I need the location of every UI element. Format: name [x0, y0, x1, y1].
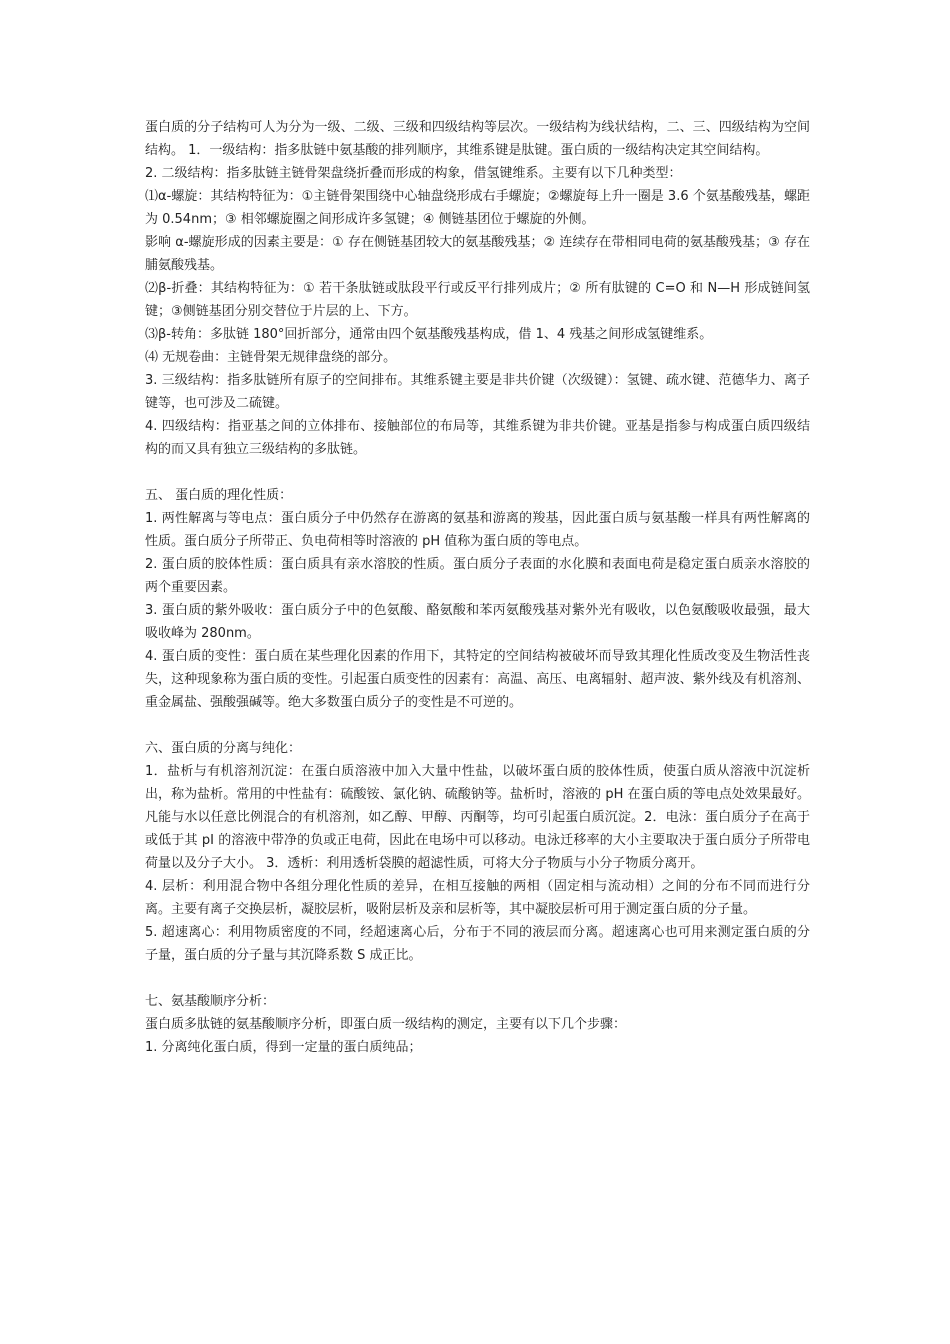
paragraph-alpha-helix-factors: 影响 α-螺旋形成的因素主要是：① 存在侧链基团较大的氨基酸残基；② 连续存在带相同电荷的氨基酸残基；③ 存在脯氨酸残基。 — [145, 235, 810, 273]
paragraph-colloid-properties: 2. 蛋白质的胶体性质：蛋白质具有亲水溶胶的性质。蛋白质分子表面的水化膜和表面电荷是稳定蛋白质亲水溶胶的两个重要因素。 — [145, 557, 810, 595]
section-gap — [145, 461, 810, 484]
section-heading-separation: 六、蛋白质的分离与纯化： — [145, 741, 302, 756]
paragraph-tertiary-structure: 3. 三级结构：指多肽链所有原子的空间排布。其维系键主要是非共价键（次级键）：氢键、疏水键、范德华力、离子键等，也可涉及二硫键。 — [145, 373, 810, 411]
paragraph-secondary-structure: 2. 二级结构：指多肽链主链骨架盘绕折叠而形成的构象，借氢键维系。主要有以下几种类型： — [145, 166, 682, 181]
paragraph-isoelectric-point: 1. 两性解离与等电点：蛋白质分子中仍然存在游离的氨基和游离的羧基，因此蛋白质与氨基酸一样具有两性解离的性质。蛋白质分子所带正、负电荷相等时溶液的 pH 值称为蛋白质的等电点。 — [145, 511, 810, 549]
paragraph-quaternary-structure: 4. 四级结构：指亚基之间的立体排布、接触部位的布局等，其维系键为非共价键。亚基是指参与构成蛋白质四级结构的而又具有独立三级结构的多肽链。 — [145, 419, 810, 457]
paragraph-beta-turn: ⑶β-转角：多肽链 180°回折部分，通常由四个氨基酸残基构成，借 1、4 残基之间形成氢键维系。 — [145, 327, 713, 342]
paragraph-structure-intro: 蛋白质的分子结构可人为分为一级、二级、三级和四级结构等层次。一级结构为线状结构，二、三、四级结构为空间结构。 1．一级结构：指多肽链中氨基酸的排列顺序，其维系键是肽键。蛋白质的一级结构决定其空间结构。 — [145, 120, 810, 158]
paragraph-sequence-intro: 蛋白质多肽链的氨基酸顺序分析，即蛋白质一级结构的测定，主要有以下几个步骤： — [145, 1017, 627, 1032]
paragraph-alpha-helix: ⑴α-螺旋：其结构特征为：①主链骨架围绕中心轴盘绕形成右手螺旋；②螺旋每上升一圈是 3.6 个氨基酸残基，螺距为 0.54nm；③ 相邻螺旋圈之间形成许多氢键；④ 侧链基团位于螺旋的外侧。 — [145, 189, 810, 227]
paragraph-random-coil: ⑷ 无规卷曲：主链骨架无规律盘绕的部分。 — [145, 350, 397, 365]
paragraph-chromatography: 4. 层析：利用混合物中各组分理化性质的差异，在相互接触的两相（固定相与流动相）之间的分布不同而进行分离。主要有离子交换层析，凝胶层析，吸附层析及亲和层析等，其中凝胶层析可用于测定蛋白质的分子量。 — [145, 879, 810, 917]
paragraph-beta-sheet: ⑵β-折叠：其结构特征为：① 若干条肽链或肽段平行或反平行排列成片；② 所有肽键的 C=O 和 N—H 形成链间氢键；③侧链基团分别交替位于片层的上、下方。 — [145, 281, 810, 319]
section-gap — [145, 967, 810, 990]
paragraph-uv-absorption: 3. 蛋白质的紫外吸收：蛋白质分子中的色氨酸、酪氨酸和苯丙氨酸残基对紫外光有吸收，以色氨酸吸收最强，最大吸收峰为 280nm。 — [145, 603, 810, 641]
paragraph-salting-out: 1．盐析与有机溶剂沉淀：在蛋白质溶液中加入大量中性盐，以破坏蛋白质的胶体性质，使蛋白质从溶液中沉淀析出，称为盐析。常用的中性盐有：硫酸铵、氯化钠、硫酸钠等。盐析时，溶液的 pH 在蛋白质的等电点处效果最好。凡能与水以任意比例混合的有机溶剂，如乙醇、甲醇、丙酮等，均可引起蛋白质沉淀。2．电泳：蛋白质分子在高于或低于其 pI 的溶液中带净的负或正电荷，因此在电场中可以移动。电泳迁移率的大小主要取决于蛋白质分子所带电荷量以及分子大小。 3．透析：利用透析袋膜的超滤性质，可将大分子物质与小分子物质分离开。 — [145, 764, 810, 871]
section-heading-sequence-analysis: 七、氨基酸顺序分析： — [145, 994, 276, 1009]
paragraph-denaturation: 4. 蛋白质的变性：蛋白质在某些理化因素的作用下，其特定的空间结构被破坏而导致其理化性质改变及生物活性丧失，这种现象称为蛋白质的变性。引起蛋白质变性的因素有：高温、高压、电离辐射、超声波、紫外线及有机溶剂、重金属盐、强酸强碱等。绝大多数蛋白质分子的变性是不可逆的。 — [145, 649, 810, 710]
paragraph-ultracentrifugation: 5. 超速离心：利用物质密度的不同，经超速离心后，分布于不同的液层而分离。超速离心也可用来测定蛋白质的分子量，蛋白质的分子量与其沉降系数 S 成正比。 — [145, 925, 810, 963]
section-gap — [145, 714, 810, 737]
paragraph-sequence-step1: 1. 分离纯化蛋白质，得到一定量的蛋白质纯品； — [145, 1040, 422, 1055]
document-page — [145, 116, 810, 1059]
section-heading-properties: 五、 蛋白质的理化性质： — [145, 488, 293, 503]
